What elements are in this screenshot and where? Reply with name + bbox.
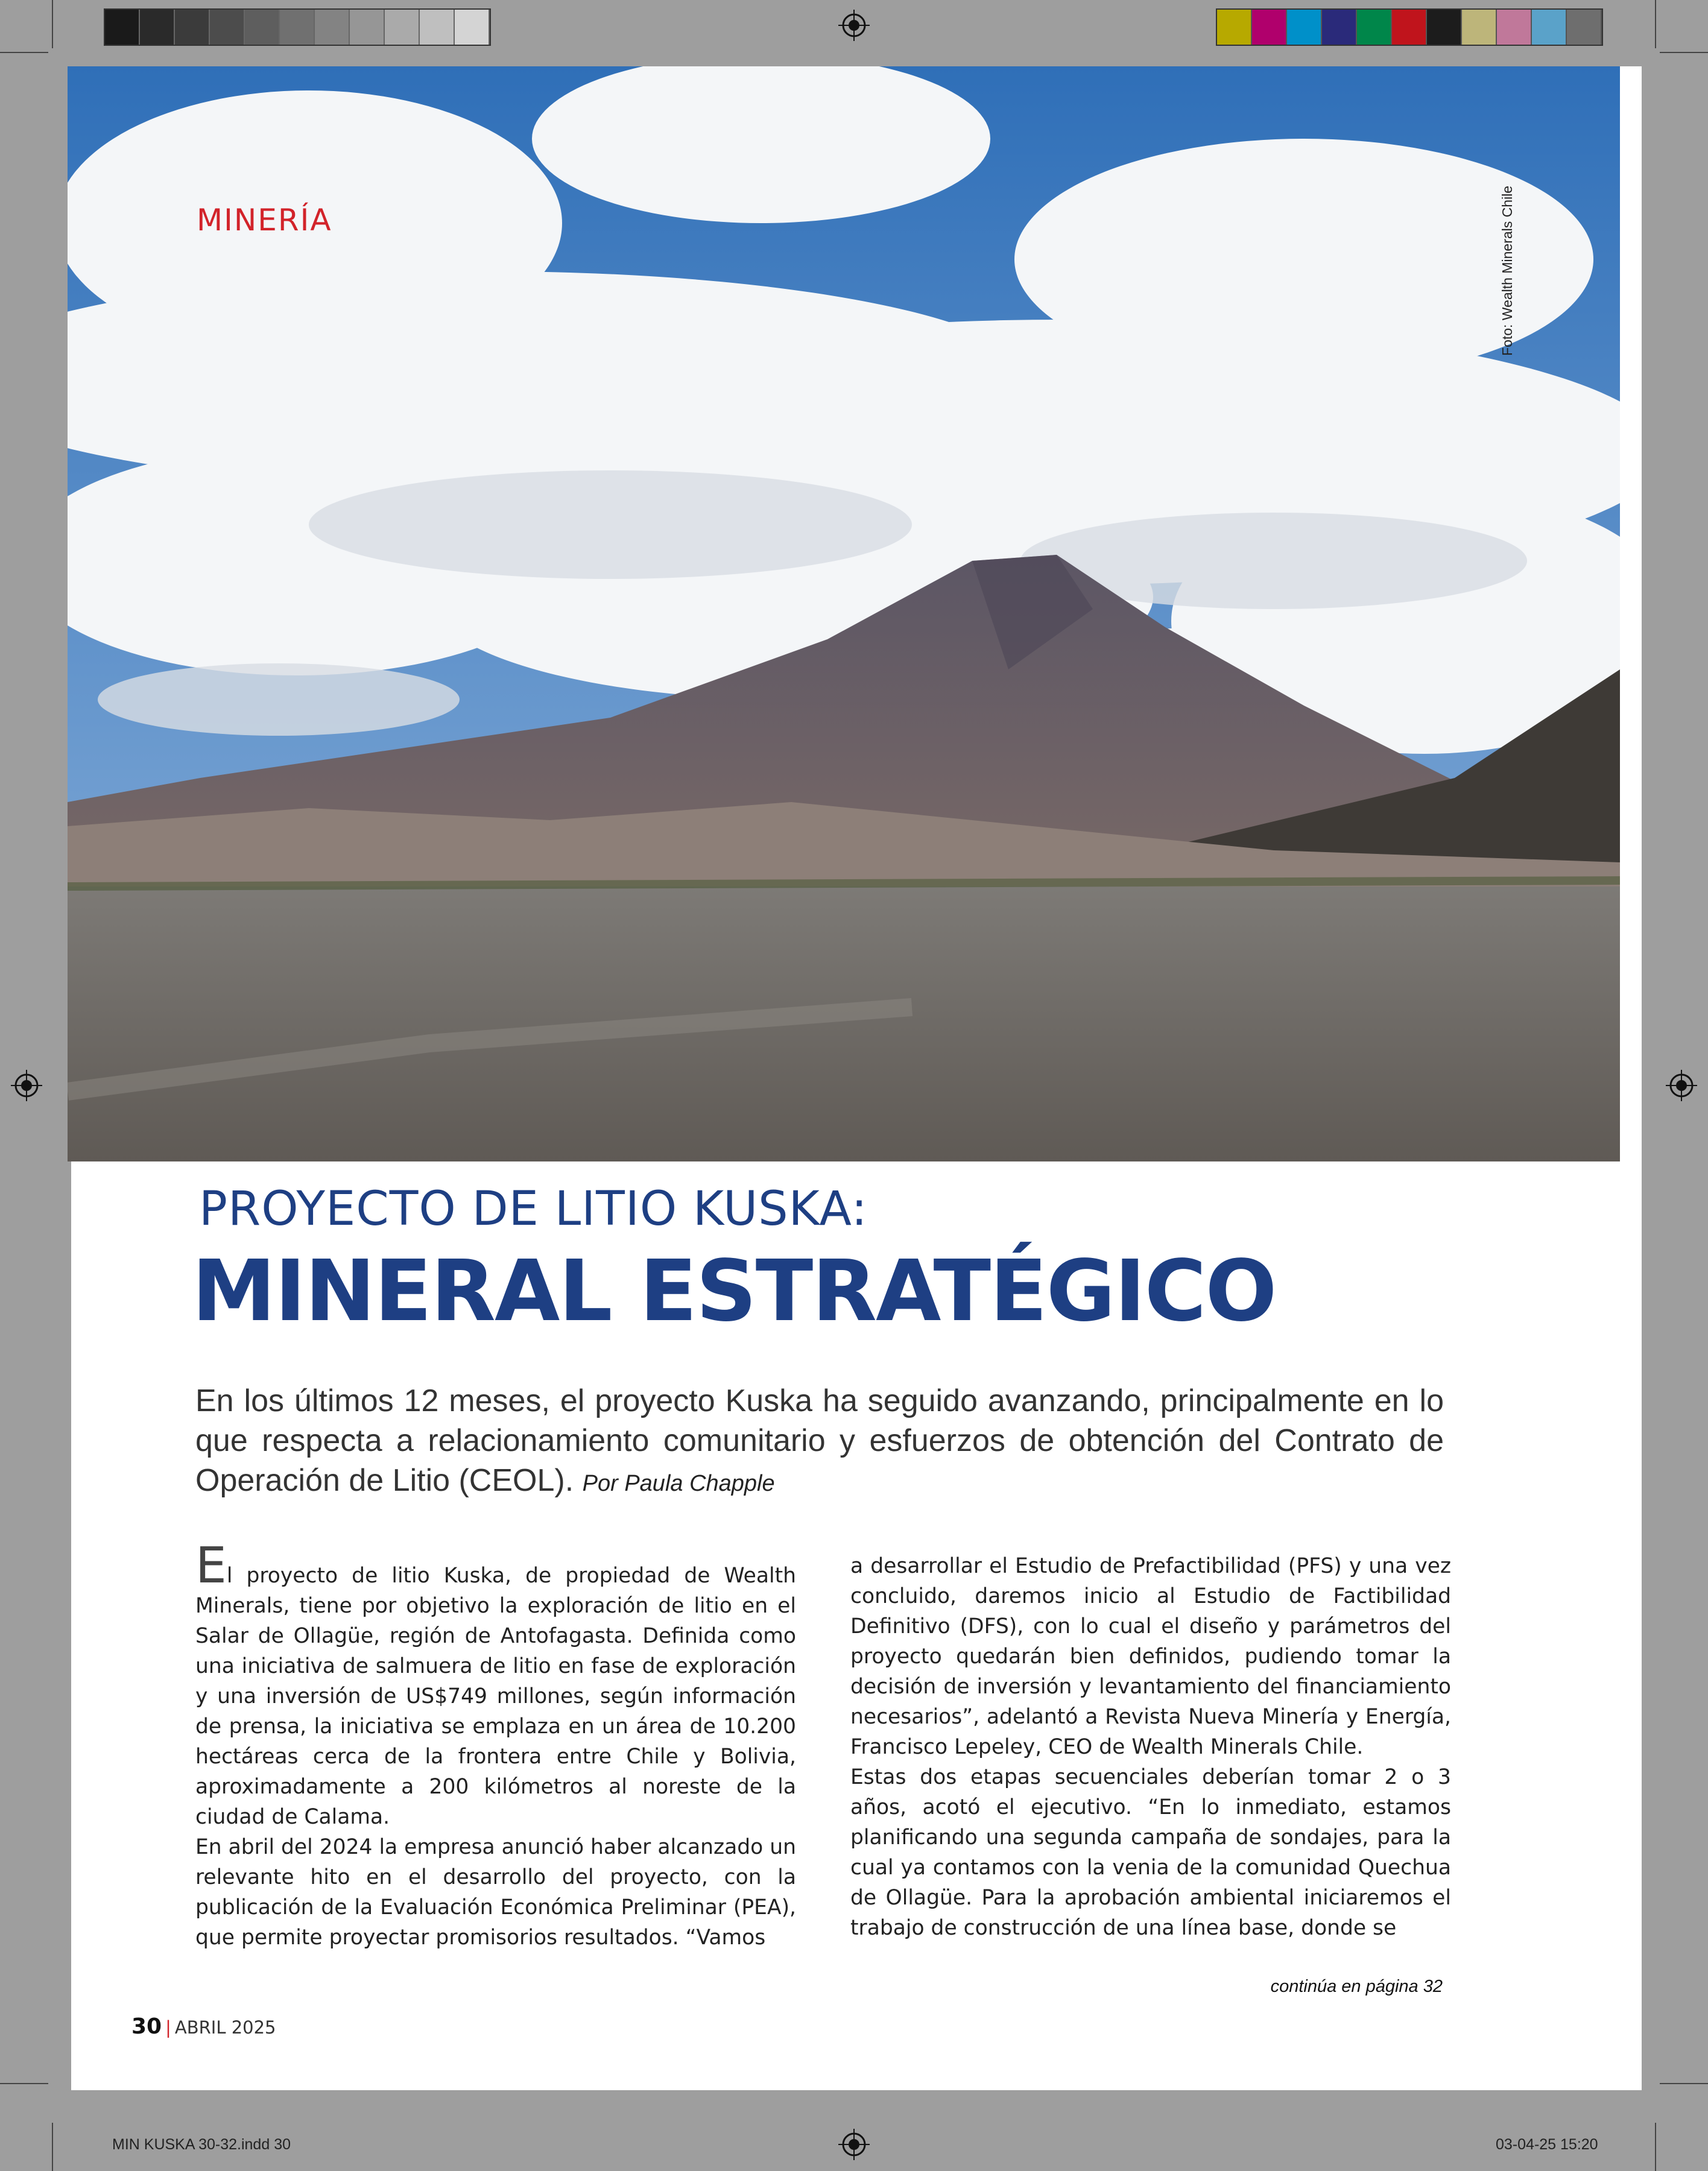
crop-mark (1660, 2083, 1708, 2084)
crop-mark (1660, 52, 1708, 53)
gray-swatch (350, 10, 385, 45)
gray-swatch (315, 10, 350, 45)
byline: Por Paula Chapple (582, 1471, 775, 1496)
gray-swatch (245, 10, 280, 45)
grayscale-calibration-bar (104, 8, 491, 46)
body-column-2 (850, 1551, 1451, 1943)
color-swatch (1217, 10, 1252, 45)
gray-swatch (140, 10, 175, 45)
body-paragraph: El proyecto de litio Kuska, de propiedad de Wealth Minerals, tiene por objetivo la exploración de litio en el Salar de Ollagüe, región de Antofagasta. Definida como una iniciativa de salmuera de litio en fase de exploración y una inversión de US$749 millones, según información de prensa, la iniciativa se emplaza en un área de 10.200 hectáreas cerca de la frontera entre Chile y Bolivia, aproximadamente a 200 kilómetros al noreste de la ciudad de Calama. (195, 1537, 796, 1829)
continued-on-page: continúa en página 32 (1270, 1977, 1443, 1996)
color-swatch (1252, 10, 1287, 45)
page-number: 30 (131, 2014, 162, 2039)
registration-mark-icon (838, 10, 870, 41)
gray-swatch (280, 10, 315, 45)
lead-text: En los últimos 12 meses, el proyecto Kuska ha seguido avanzando, principalmente en lo que respecta a relacionamiento comunitario y esfuerzos de obtención del Contrato de Operación de Litio (CEOL). (195, 1383, 1444, 1498)
crop-mark (52, 0, 53, 48)
section-label: MINERÍA (197, 203, 332, 238)
color-swatch (1427, 10, 1462, 45)
color-swatch (1462, 10, 1497, 45)
file-slug: MIN KUSKA 30-32.indd 30 (112, 2136, 291, 2153)
color-swatch (1532, 10, 1567, 45)
body-paragraph: Estas dos etapas secuenciales deberían tomar 2 o 3 años, acotó el ejecutivo. “En lo inmediato, estamos planificando una segunda campaña de sondajes, para la cual ya contamos con la venia de la comunidad Quechua de Ollagüe. Para la aprobación ambiental iniciaremos el trabajo de construcción de una línea base, donde se (850, 1765, 1451, 1940)
gray-swatch (455, 10, 490, 45)
drop-cap: E (195, 1537, 227, 1594)
folio-separator: | (165, 2017, 171, 2038)
body-paragraph: a desarrollar el Estudio de Prefactibilidad (PFS) y una vez concluido, daremos inicio al Estudio de Factibilidad Definitivo (DFS), con lo cual el diseño y parámetros del proyecto quedarán bien definidos, pudiendo tomar la decisión de inversión y levantamiento del financiamiento necesarios”, adelantó a Revista Nueva Minería y Energía, Francisco Lepeley, CEO de Wealth Minerals Chile. (850, 1554, 1451, 1759)
registration-mark-icon (838, 2129, 870, 2160)
crop-mark (1655, 0, 1656, 48)
registration-mark-icon (11, 1070, 42, 1101)
color-swatch (1357, 10, 1392, 45)
color-swatch (1392, 10, 1427, 45)
color-calibration-bar (1216, 8, 1603, 46)
gray-swatch (210, 10, 245, 45)
body-column-1 (195, 1537, 796, 1953)
gray-swatch (105, 10, 140, 45)
gray-swatch (420, 10, 455, 45)
article-lead (195, 1381, 1444, 1503)
color-swatch (1322, 10, 1357, 45)
gray-swatch (385, 10, 420, 45)
crop-mark (1655, 2123, 1656, 2171)
issue-date: ABRIL 2025 (174, 2017, 276, 2038)
color-swatch (1287, 10, 1322, 45)
article-headline: MINERAL ESTRATÉGICO (192, 1242, 1276, 1341)
gray-swatch (175, 10, 210, 45)
crop-mark (0, 52, 48, 53)
body-paragraph: En abril del 2024 la empresa anunció haber alcanzado un relevante hito en el desarrollo del proyecto, con la publicación de la Evaluación Económica Preliminar (PEA), que permite proyectar promisorios resultados. “Vamos (195, 1835, 796, 1950)
color-swatch (1497, 10, 1532, 45)
photo-credit: Foto: Wealth Minerals Chile (1499, 185, 1515, 356)
page-folio (131, 2014, 276, 2039)
article-kicker: PROYECTO DE LITIO KUSKA: (199, 1182, 868, 1236)
color-swatch (1567, 10, 1602, 45)
crop-mark (52, 2123, 53, 2171)
print-date-slug: 03-04-25 15:20 (1496, 2136, 1598, 2153)
crop-mark (0, 2083, 48, 2084)
registration-mark-icon (1666, 1070, 1697, 1101)
